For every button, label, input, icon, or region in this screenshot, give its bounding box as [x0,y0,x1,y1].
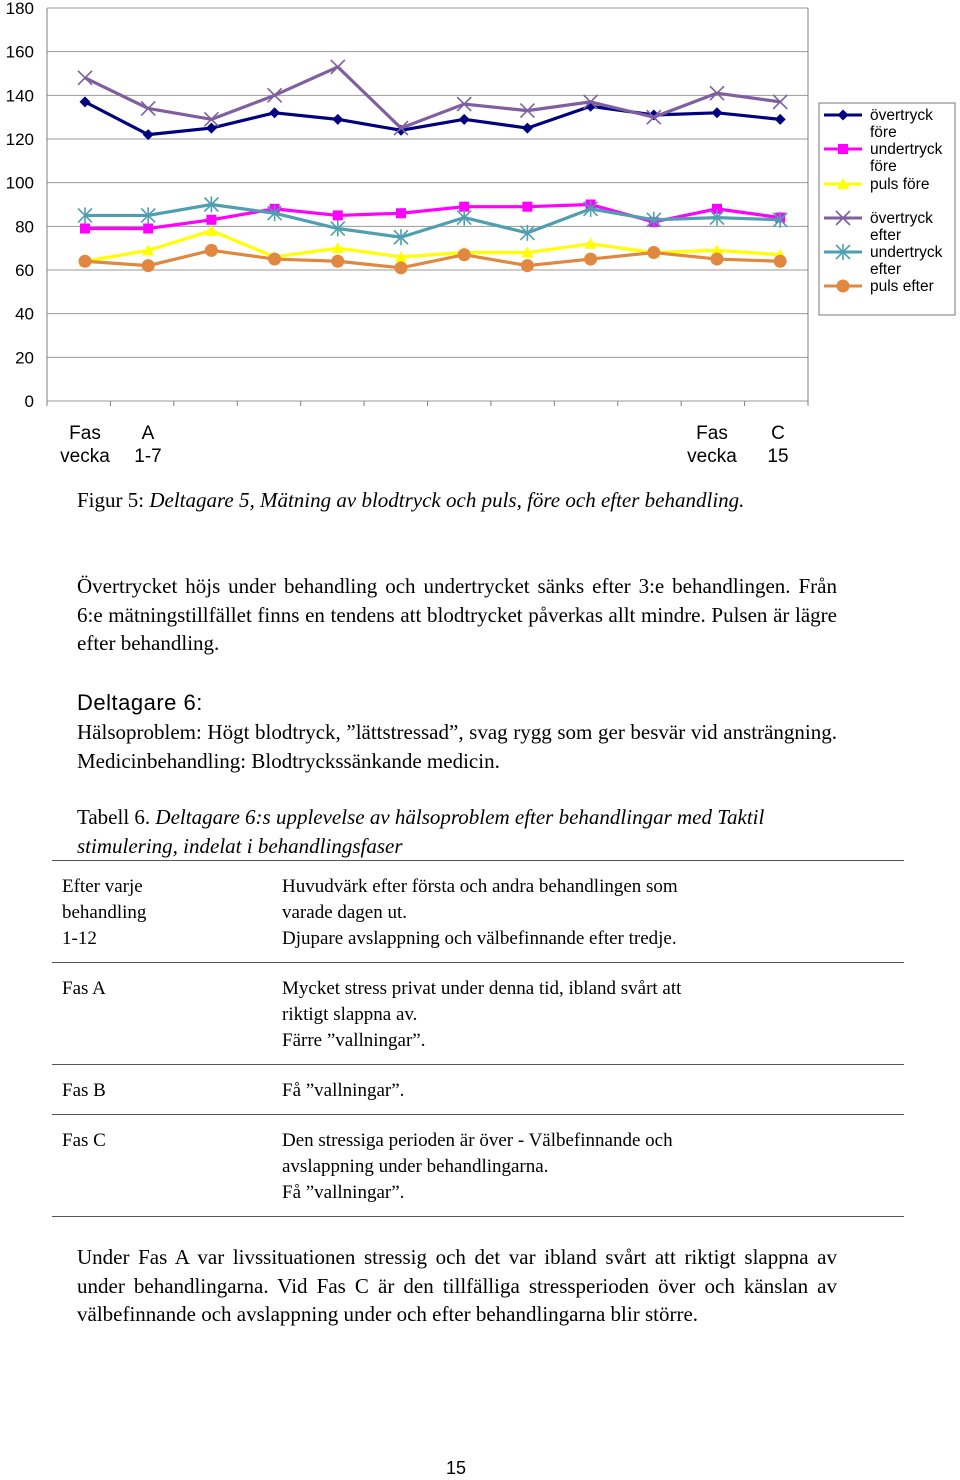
chart-legend [819,103,955,315]
y-tick-label: 100 [5,173,34,193]
data-point [205,244,218,257]
y-tick-label: 20 [15,348,34,368]
y-tick-label: 160 [5,42,34,62]
data-point [711,253,724,266]
legend-label-line: före [870,158,897,175]
x-label-value: 15 [767,446,789,467]
legend-label-line: före [870,124,897,141]
chart-series [78,60,787,274]
paragraph-summary: Under Fas A var livssituationen stressig och det var ibland svårt att riktigt slappna av under behandlingarna. Vid Fas C är den tillfälliga stressperioden över och känslan av välbefinnande och avslappning under och efter behandlingarna blir större. [77,1245,837,1326]
x-label-value: A [141,423,155,444]
data-point [396,208,406,218]
table-row [52,963,904,1065]
y-tick-label: 0 [24,392,34,411]
data-point [459,114,470,125]
legend-label-line: övertryck [870,210,933,227]
data-point [775,114,786,125]
data-point [331,255,344,268]
legend-label-line: undertryck [870,141,943,158]
phase-text: Fas C [62,1130,106,1151]
x-label-name: vecka [687,446,737,467]
figure-caption-text: Deltagare 5, Mätning av blodtryck och puls, före och efter behandling. [149,488,745,512]
experience-cell [272,963,904,1065]
experience-text: avslappning under behandlingarna. [282,1156,549,1177]
phase-text: behandling [62,902,147,923]
legend-label-line: undertryck [870,244,943,261]
data-point [268,253,281,266]
phase-text: 1-12 [62,928,97,949]
y-tick-label: 140 [5,86,34,106]
section-heading: Deltagare 6: [77,690,203,715]
data-point [269,107,280,118]
experience-text: Få ”vallningar”. [282,1080,405,1101]
data-point [142,259,155,272]
table-caption-text: Deltagare 6:s upplevelse av hälsoproblem efter behandlingar med Taktil stimulering, indelat i behandlingsfaser [77,805,765,858]
legend-label-line: efter [870,261,902,278]
experience-text: Mycket stress privat under denna tid, ibland svårt att [282,978,682,999]
y-axis-ticks [6,0,34,411]
x-label-value: C [771,423,785,444]
data-point [395,261,408,274]
data-point [584,253,597,266]
table-row [52,861,904,963]
legend-label-line: puls före [870,176,930,193]
data-point [78,71,92,85]
x-label-name: Fas [69,423,101,444]
experience-text: Huvudvärk efter första och andra behandlingen som [282,876,678,897]
y-tick-label: 40 [15,304,34,324]
phase-cell [52,861,272,963]
data-point [143,224,153,234]
paragraph-health: Hälsoproblem: Högt blodtryck, ”lättstressad”, svag rygg som ger besvär vid ansträngning. Medicinbehandling: Blodtryckssänkande medicin. [77,720,837,773]
experience-text: Djupare avslappning och välbefinnande efter tredje. [282,928,677,949]
x-label-name: Fas [696,423,728,444]
experience-cell [272,1065,904,1115]
table-caption [77,803,857,860]
phase-cell [52,1065,272,1115]
figure-caption-label: Figur 5: [77,488,150,512]
legend-label-line: efter [870,227,902,244]
series-line [85,102,780,135]
data-point [80,224,90,234]
phase-text: Efter varje [62,876,143,897]
legend-label [870,278,934,295]
data-point [712,107,723,118]
experience-text: Färre ”vallningar”. [282,1030,426,1051]
series-0 [80,96,786,140]
blood-pressure-chart [0,0,960,470]
legend-label-line: puls efter [870,278,934,295]
phase-cell [52,1115,272,1217]
phase-text: Fas B [62,1080,106,1101]
legend-label-line: övertryck [870,107,933,124]
x-axis-labels [60,423,788,467]
x-label-value: 1-7 [134,446,162,467]
paragraph-results: Övertrycket höjs under behandling och undertrycket sänks efter 3:e behandlingen. Från 6:e mätningstillfället finns en tendens att blodtrycket påverkas allt mindre. Pulsen är lägre efter behandling. [77,574,837,655]
x-label-name: vecka [60,446,110,467]
experience-text: Den stressiga perioden är över - Välbefinnande och [282,1130,673,1151]
y-tick-label: 80 [15,217,34,237]
table-row [52,1065,904,1115]
data-point [331,60,345,74]
page-number: 15 [445,1458,467,1478]
chart-gridlines [47,8,808,406]
experience-cell [272,1115,904,1217]
data-point [522,123,533,134]
data-point [647,246,660,259]
phase-cell [52,963,272,1065]
data-point [774,255,787,268]
legend-label [870,176,929,193]
experience-text: riktigt slappna av. [282,1004,418,1025]
data-point [80,96,91,107]
data-point [521,259,534,272]
data-point [838,144,848,154]
y-tick-label: 60 [15,261,34,280]
experience-cell [272,861,904,963]
experience-table [52,860,904,1217]
series-line [85,67,780,128]
phase-text: Fas A [62,978,106,999]
data-point [333,210,343,220]
data-point [522,202,532,212]
data-point [79,255,92,268]
data-point [143,129,154,140]
data-point [458,248,471,261]
table-row [52,1115,904,1217]
experience-text: varade dagen ut. [282,902,408,923]
experience-text: Få ”vallningar”. [282,1182,405,1203]
data-point [206,215,216,225]
table-caption-label: Tabell 6. [77,805,156,829]
y-tick-label: 180 [5,0,34,18]
data-point [332,114,343,125]
data-point [837,280,850,293]
y-tick-label: 120 [5,130,34,149]
figure-caption [77,486,837,515]
